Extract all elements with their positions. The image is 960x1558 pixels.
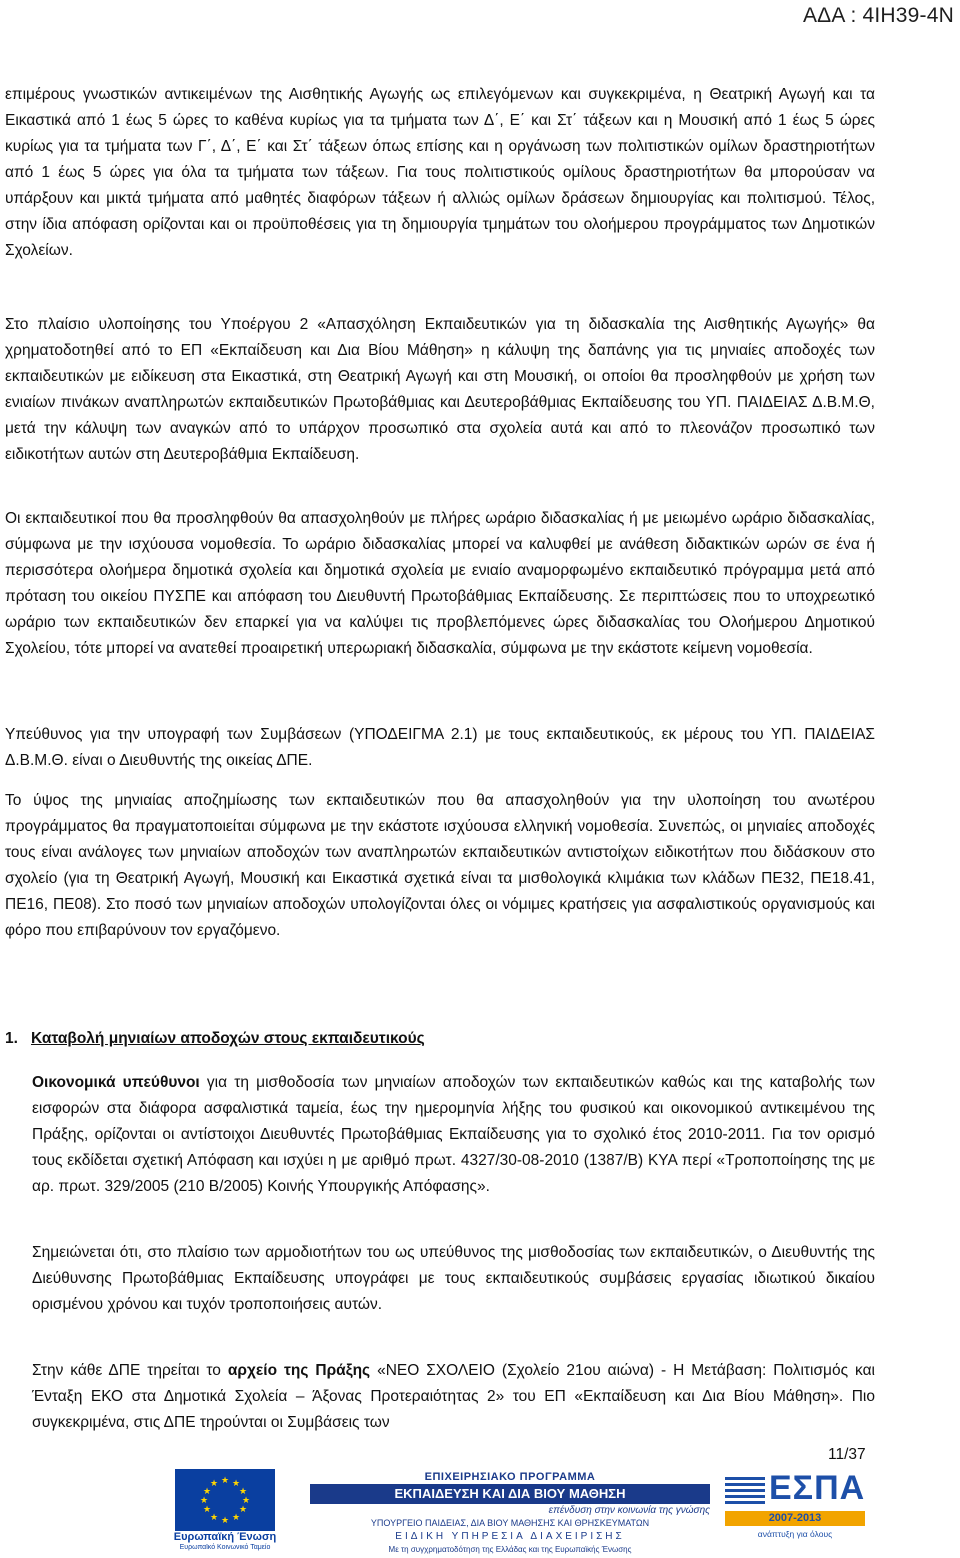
svg-text:★: ★ (209, 1479, 219, 1489)
paragraph-1: επιμέρους γνωστικών αντικειμένων της Αισθητικής Αγωγής ως επιλεγόμενων και συγκεκριμένα, η Θεατρική Αγωγή και τα Εικαστικά από 1 έως 5 ώρες το καθένα κυρίως για τα τμήματα των Δ΄, Ε΄ και Στ΄ τάξεων και η Μουσική από 1 έως 5 ώρες κυρίως για τα τμήματα των Γ΄, Δ΄, Ε΄ και Στ΄ τάξεων όπως επίσης και η οργάνωση των πολιτιστικών ομίλων δραστηριοτήτων από 1 έως 5 ώρες για όλα τα τμήματα των τάξεων. Για τους πολιτιστικούς ομίλους δραστηριοτήτων θα μπορούσαν να υπάρξουν και μικτά τμήματα από μαθητές διαφόρων τάξεων ή αλλιώς ομίλων δράσεων δημιουργίας και πολιτισμού. Τέλος, στην ίδια απόφαση ορίζονται και οι προϋποθέσεις για τη δημιουργία τμημάτων του ολοήμερου προγράμματος των Δημοτικών Σχολείων. (5, 86, 875, 259)
paragraph-8-start: Στην κάθε ΔΠΕ τηρείται το (32, 1362, 228, 1379)
svg-text:★: ★ (202, 1505, 212, 1515)
paragraph-4: Υπεύθυνος για την υπογραφή των Συμβάσεων (ΥΠΟΔΕΙΓΜΑ 2.1) με τους εκπαιδευτικούς, εκ μέρους του ΥΠ. ΠΑΙΔΕΙΑΣ Δ.Β.Μ.Θ. είναι ο Διευθυντής της οικείας ΔΠΕ. (5, 726, 875, 769)
funding-logos-footer (160, 1465, 870, 1555)
paragraph-6 (32, 1070, 875, 1200)
paragraph-6-text: για τη μισθοδοσία των μηνιαίων αποδοχών των εκπαιδευτικών καθώς και της καταβολής των εισφορών στα διάφορα ασφαλιστικά ταμεία, έως την ημερομηνία λήξης του φυσικού και οικονομικού αντικειμένου της Πράξης, ορίζονται οι αντίστοιχοι Διευθυντές Πρωτοβάθμιας Εκπαίδευσης για το σχολικό έτος 2010-2011. Για τον ορισμό τους εκδίδεται σχετική Απόφαση και ισχύει η με αριθμό πρωτ. 4327/30-08-2010 (1387/Β) ΚΥΑ περί «Τροποποίησης της με αρ. πρωτ. 329/2005 (210 Β/2005) Κοινής Υπουργικής Απόφασης». (32, 1074, 875, 1195)
eu-name: Ευρωπαϊκή Ένωση (173, 1531, 277, 1543)
bold-project-archive: αρχείο της Πράξης (227, 1362, 371, 1379)
paragraph-7: Σημειώνεται ότι, στο πλαίσιο των αρμοδιοτήτων του ως υπεύθυνος της μισθοδοσίας των εκπαιδευτικών, ο Διευθυντής της Διεύθυνσης Πρωτοβάθμιας Εκπαίδευσης υπογράφει με τους εκπαιδευτικούς συμβάσεις εργασίας ιδιωτικού δικαίου ορισμένου χρόνου και τυχόν τροποποιήσεις αυτών. (32, 1244, 875, 1313)
espa-slogan: ανάπτυξη για όλους (757, 1529, 833, 1539)
eu-stars-icon (175, 1469, 275, 1531)
paragraph-5: Το ύψος της μηνιαίας αποζημίωσης των εκπαιδευτικών που θα απασχοληθούν για την υλοποίηση του ανωτέρου προγράμματος θα πραγματοποιείται σύμφωνα με την εκάστοτε ισχύουσα ελληνική νομοθεσία. Συνεπώς, οι μηνιαίες αποδοχές τους είναι ανάλογες των μηνιαίων αποδοχών των αναπληρωτών εκπαιδευτικών αντιστοίχων ειδικοτήτων που διδάσκουν στο σχολείο (για τη Θεατρική Αγωγή, Μουσική και Εικαστικά σχετικά είναι τα μισθολογικά κλιμάκια των κλάδων ΠΕ32, ΠΕ18.41, ΠΕ16, ΠΕ08). Στο ποσό των μηνιαίων αποδοχών υπολογίζονται όλες οι νόμιμες κρατήσεις για ασφαλιστικούς οργανισμούς και φόρο που επιβαρύνουν τον εργαζόμενο. (5, 792, 875, 939)
eu-flag-icon (175, 1469, 275, 1531)
svg-text:★: ★ (238, 1487, 248, 1497)
section-number: 1. (5, 1030, 18, 1047)
programme-name: ΕΚΠΑΙΔΕΥΣΗ ΚΑΙ ΔΙΑ ΒΙΟΥ ΜΑΘΗΣΗ (310, 1484, 710, 1504)
programme-slogan: επένδυση στην κοινωνία της γνώσης (548, 1505, 710, 1516)
svg-text:★: ★ (202, 1487, 212, 1497)
svg-text:★: ★ (199, 1496, 209, 1506)
espa-logo (725, 1465, 870, 1555)
paragraph-8 (32, 1358, 875, 1436)
svg-text:★: ★ (231, 1479, 241, 1489)
paragraph-3: Οι εκπαιδευτικοί που θα προσληφθούν θα απασχοληθούν με πλήρες ωράριο διδασκαλίας ή με μειωμένο ωράριο διδασκαλίας, σύμφωνα με την ισχύουσα νομοθεσία. Το ωράριο διδασκαλίας μπορεί να καλυφθεί με ανάθεση διδακτικών ωρών σε ένα ή περισσότερα ολοήμερα δημοτικά σχολεία και δημοτικά σχολεία με ενιαίο αναμορφωμένο εκπαιδευτικό πρόγραμμα μετά από πρόταση του οικείου ΠΥΣΠΕ και απόφαση του Διευθυντή Πρωτοβάθμιας Εκπαίδευσης. Σε περιπτώσεις που το υποχρεωτικό ωράριο των εκπαιδευτικών δεν επαρκεί για να καλύψει τις προβλεπόμενες ώρες διδασκαλίας του Ολοήμερου Δημοτικού Σχολείου, τότε μπορεί να ανατεθεί προαιρετική υπερωριακή διδασκαλία, σύμφωνα με την εκάστοτε κείμενη νομοθεσία. (5, 510, 875, 657)
section-heading (5, 1026, 425, 1052)
managing-authority: ΕΙΔΙΚΗ ΥΠΗΡΕΣΙΑ ΔΙΑΧΕΙΡΙΣΗΣ (395, 1531, 625, 1542)
cofinancing-note: Με τη συγχρηματοδότηση της Ελλάδας και της Ευρωπαϊκής Ένωσης (388, 1545, 632, 1554)
eu-fund-name: Ευρωπαϊκό Κοινωνικό Ταμείο (179, 1544, 271, 1551)
eu-logo (160, 1465, 290, 1555)
svg-text:★: ★ (241, 1496, 251, 1506)
programme-label: ΕΠΙΧΕΙΡΗΣΙΑΚΟ ΠΡΟΓΡΑΜΜΑ (424, 1471, 596, 1483)
section-title: Καταβολή μηνιαίων αποδοχών στους εκπαιδευτικούς (31, 1030, 425, 1047)
ada-code: ΑΔΑ : 4ΙΗ39-4Ν (802, 4, 954, 27)
ministry-name: ΥΠΟΥΡΓΕΙΟ ΠΑΙΔΕΙΑΣ, ΔΙΑ ΒΙΟΥ ΜΑΘΗΣΗΣ ΚΑΙ ΘΡΗΣΚΕΥΜΑΤΩΝ (370, 1518, 650, 1528)
svg-text:★: ★ (238, 1505, 248, 1515)
paragraph-2: Στο πλαίσιο υλοποίησης του Υποέργου 2 «Απασχόληση Εκπαιδευτικών για τη διδασκαλία της Αισθητικής Αγωγής» θα χρηματοδοτηθεί από το ΕΠ «Εκπαίδευση και Δια Βίου Μάθηση» η κάλυψη της δαπάνης για τις μηνιαίες αποδοχές των εκπαιδευτικών με ειδίκευση στα Εικαστικά, στη Θεατρική Αγωγή και στη Μουσική, οι οποίοι θα προσληφθούν με χρήση των ενιαίων πινάκων αναπληρωτών εκπαιδευτικών Πρωτοβάθμιας και Δευτεροβάθμιας Εκπαίδευσης του ΥΠ. ΠΑΙΔΕΙΑΣ Δ.Β.Μ.Θ, μετά την κάλυψη των αναγκών από το υπάρχον προσωπικό στα σχολεία αυτά και από το πλεονάζον προσωπικό των ειδικοτήτων αυτών στη Δευτεροβάθμια Εκπαίδευση. (5, 316, 875, 463)
svg-text:★: ★ (220, 1476, 230, 1486)
svg-text:★: ★ (209, 1513, 219, 1523)
svg-text:★: ★ (231, 1513, 241, 1523)
bold-financial-responsible: Οικονομικά υπεύθυνοι (32, 1074, 200, 1091)
espa-years: 2007-2013 (725, 1511, 865, 1526)
paragraph-8-end: «ΝΕΟ ΣΧΟΛΕΙΟ (Σχολείο 21ου αιώνα) - Η Μετάβαση: Πολιτισμός και Ένταξη ΕΚΟ στα Δημοτικά Σχολεία – Άξονας Προτεραιότητας 2» του ΕΠ «Εκπαίδευση και Δια Βίου Μάθηση». Πιο συγκεκριμένα, στις ΔΠΕ τηρούνται οι Συμβάσεις των (32, 1362, 875, 1431)
greek-flag-icon (725, 1477, 765, 1505)
operational-programme-logo (310, 1471, 710, 1555)
espa-wordmark: ΕΣΠΑ (769, 1469, 866, 1507)
svg-text:★: ★ (220, 1516, 230, 1526)
page-number: 11/37 (828, 1446, 866, 1463)
